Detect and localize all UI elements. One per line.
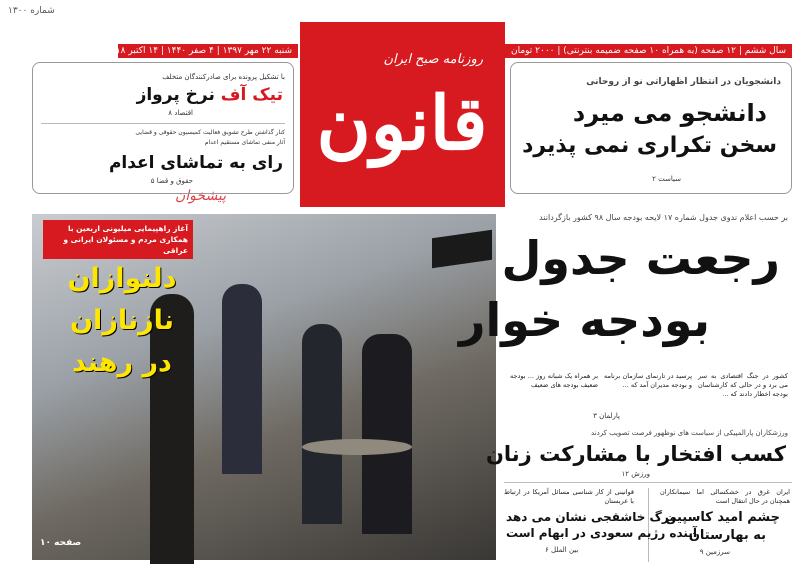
women-kicker: ورزشکاران پارالمپیکی از سیاست های نوظهور فرصت تصویب کردند: [590, 429, 788, 437]
main-headline: رجعت جدول: [501, 231, 780, 285]
masthead-logo: قانون: [316, 81, 488, 167]
bottom-right-section: سرزمین ۹: [699, 548, 730, 556]
masthead: [300, 22, 505, 207]
date-bar: شنبه ۲۲ مهر ۱۳۹۷ | ۴ صفر ۱۴۴۰ | ۱۴ اکتبر ۲۰۱۸: [118, 44, 298, 58]
main-kicker: بر حسب اعلام ندوی جدول شماره ۱۷ لایحه بودجه سال ۹۸ کشور بازگردانند: [539, 213, 788, 222]
bottom-left-headline-1: مرگ خاشقجی نشان می دهد: [506, 510, 677, 524]
story2-kicker: کنار گذاشتن طرح تشویق فعالیت کمیسیون حقوقی و قضایی: [135, 129, 285, 136]
story1-headline-red: تیک آف: [220, 85, 283, 105]
women-headline: کسب افتخار با مشارکت زنان: [485, 442, 786, 466]
figure-shape: [222, 284, 262, 474]
figure-shape: [362, 334, 412, 534]
story2-section: حقوق و قضا ۵: [150, 177, 193, 185]
top-right-story: [510, 62, 792, 194]
women-section: ورزش ۱۲: [621, 470, 650, 478]
flag-shape: [432, 230, 492, 268]
photo-headline-line3: در رهند: [72, 347, 172, 378]
story-headline-2: سخن تکراری نمی پذیرد: [522, 133, 777, 158]
photo-page-ref: صفحه ۱۰: [40, 538, 82, 548]
photo-headline-line2: نازنازان: [70, 305, 174, 336]
story-kicker: دانشجویان در انتظار اظهاراتی نو از روحانی: [586, 77, 781, 87]
issue-number: شماره ۱۳۰۰: [8, 6, 55, 16]
photo-caption-box: آغاز راهپیمایی میلیونی اربعین با همکاری مردم و مسئولان ایرانی و عراقی: [43, 220, 193, 259]
story-headline-1: دانشجو می میرد: [572, 99, 767, 127]
story2-headline: رای به تماشای اعدام: [108, 153, 283, 173]
top-left-stories: [32, 62, 294, 194]
photo-headline: [42, 258, 202, 384]
story1-headline: [137, 85, 283, 105]
main-col-3: بر همراه یک شبانه روز ... بودجه ضعیف بودجه های ضعیف: [510, 372, 598, 389]
main-section: پارلمان ۳: [593, 412, 620, 420]
masthead-subtitle: روزنامه صبح ایران: [383, 52, 483, 67]
story1-section: اقتصاد ۸: [168, 109, 193, 117]
bottom-right-headline-2: به بهارستان: [688, 528, 766, 543]
story1-headline-black: نرخ پرواز: [136, 85, 215, 105]
watermark-fa: پیشخوان: [175, 188, 227, 204]
main-col-1: کشور در جنگ اقتصادی به سر می برد و در حالی که کارشناسان بودجه اخطار دادند که ...: [698, 372, 788, 398]
bottom-right-kicker: ایران غرق در خشکسالی اما سیمانکاران همچنان در حال انتقال است: [660, 488, 790, 505]
divider: [41, 123, 285, 124]
divider: [504, 482, 792, 483]
bottom-left-section: بین الملل ۶: [545, 546, 579, 554]
bottom-left-kicker: قوانینی از کار شناسی مسائل آمریکا در ارتباط با عربستان: [504, 488, 634, 505]
bottom-right-headline-1: چشم امید کاسپین: [665, 510, 780, 525]
main-headline-red: بودجه خوار: [458, 293, 710, 347]
figure-shape: [302, 324, 342, 524]
main-col-2: پرسید در تارنمای سازمان برنامه و بودجه مدیران آمد که ...: [604, 372, 692, 389]
tray-shape: [302, 439, 412, 455]
issue-info-bar: سال ششم | ۱۲ صفحه (به همراه ۱۰ صفحه ضمیمه بنترنتی) | ۲۰۰۰ تومان: [505, 44, 792, 58]
story-section: سیاست ۲: [652, 175, 681, 183]
story1-kicker: با تشکیل پرونده برای صادرکنندگان متخلف: [162, 73, 285, 81]
story2-kicker-2: آثار منفی تماشای مستقیم اعدام: [204, 139, 285, 146]
photo-headline-line1: دلنوازان: [67, 263, 177, 294]
divider: [648, 488, 649, 562]
bottom-left-headline-2: آینده رژیم سعودی در ابهام است: [506, 526, 697, 540]
